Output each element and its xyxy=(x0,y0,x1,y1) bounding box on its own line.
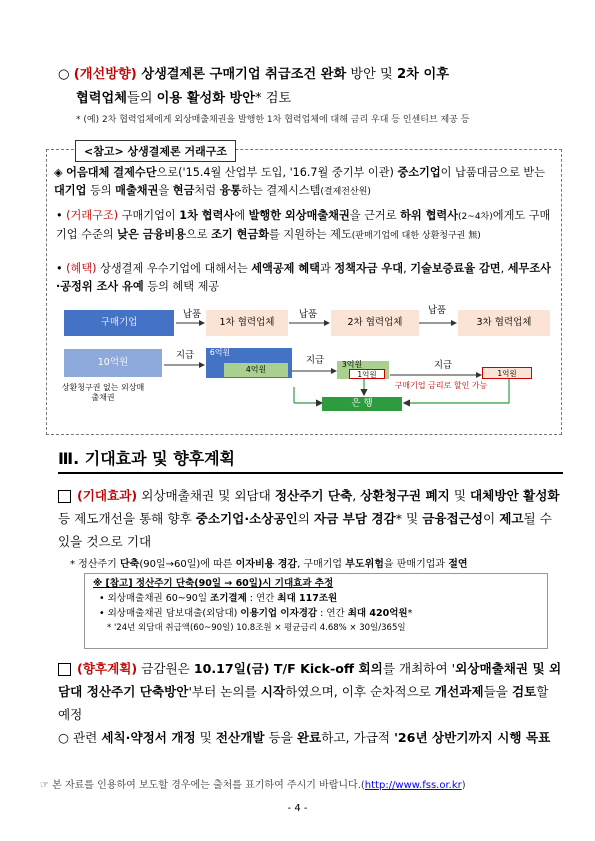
future-plan-paragraph: (향후계획) 금감원은 10.17일(금) T/F Kick-off 회의를 개최하여 '외상매출채권 및 외담대 정산주기 단축방안'부터 논의를 시작하였으며, 이후 순차적으로 개선과제들을 검토할 예정 xyxy=(58,661,562,722)
pay-label-1: 지급 xyxy=(175,350,195,361)
tier1-box: 1차 협력업체 xyxy=(206,310,288,336)
amount-3-label: 3억원 xyxy=(341,360,363,369)
bank-box: 은 행 xyxy=(322,397,402,411)
ref-item-benefits: • (혜택) 상생결제 우수기업에 대해서는 세액공제 혜택과 정책자금 우대, 기술보증료율 감면, 세무조사·공정위 조사 유예 등의 혜택 제공 xyxy=(56,262,551,293)
pay-label-2: 지급 xyxy=(305,355,325,366)
estimate-title: ※ [참고] 정산주기 단축(90일 → 60일)시 기대효과 추정 xyxy=(93,578,334,589)
amount-1-box-a: 1억원 xyxy=(349,369,385,379)
transaction-diagram xyxy=(61,305,554,425)
diamond-icon: ◈ xyxy=(54,166,63,179)
estimate-formula: * '24년 외담대 취급액(60~90일) 10.8조원 × 평균금리 4.68% × 30일/365일 xyxy=(107,623,406,633)
tier2-box: 2차 협력업체 xyxy=(331,310,419,336)
supply-label-1: 납품 xyxy=(182,309,202,320)
amount-4-box: 4억원 xyxy=(224,363,288,377)
pointing-hand-icon: ☞ xyxy=(40,780,49,791)
reference-box-title: <참고> 상생결제론 거래구조 xyxy=(75,140,236,162)
bullet-circle: ○ xyxy=(58,730,69,745)
footnote-example: * (예) 2차 협력업체에게 외상매출채권을 발행한 1차 협력업체에 대해 금리 우대 등 인센티브 제공 등 xyxy=(76,115,470,125)
expected-effect-paragraph: (기대효과) 외상매출채권 및 외담대 정산주기 단축, 상환청구권 폐지 및 대체방안 활성화 등 제도개선을 통해 향후 중소기업·소상공인의 자금 부담 경감* 및 금융접근성이 제고될 수 있을 것으로 기대 xyxy=(58,488,560,549)
page-number: - 4 - xyxy=(287,803,308,814)
citation-note: ☞ 본 자료를 인용하여 보도할 경우에는 출처를 표기하여 주시기 바랍니다.(http://www.fss.or.kr) xyxy=(40,780,466,791)
estimate-row-2: • 외상매출채권 담보대출(외담대) 이용기업 이자경감 : 연간 최대 420억원* xyxy=(99,608,413,619)
bullet-circle: ○ xyxy=(58,67,70,82)
estimate-box xyxy=(84,573,548,649)
implementation-paragraph: ○ 관련 세칙·약정서 개정 및 전산개발 등을 완료하고, 가급적 '26년 상반기까지 시행 목표 xyxy=(58,730,551,745)
footnote-effect: * 정산주기 단축(90일→60일)에 따른 이자비용 경감, 구매기업 부도위험을 판매기업과 절연 xyxy=(70,559,468,570)
amount-1-box-b: 1억원 xyxy=(482,367,532,379)
ref-item-definition: ◈ 어음대체 결제수단으로('15.4월 산업부 도입, '16.7월 중기부 이관) 중소기업이 납품대금으로 받는 대기업 등의 매출채권을 현금처럼 융통하는 결제시스템(결제전산원) xyxy=(54,166,546,197)
discount-label: 구매기업 금리로 할인 가능 xyxy=(394,381,488,390)
checkbox-square-icon xyxy=(58,490,71,503)
checkbox-square-icon xyxy=(58,663,71,676)
amount-10-box: 10억원 xyxy=(64,349,162,377)
fss-website-link[interactable]: http://www.fss.or.kr xyxy=(364,780,462,791)
buyer-box: 구매기업 xyxy=(64,310,174,336)
tier3-box: 3차 협력업체 xyxy=(458,310,550,336)
section-header: Ⅲ. 기대효과 및 향후계획 xyxy=(58,446,563,474)
estimate-row-1: • 외상매출채권 60~90일 조기결제 : 연간 최대 117조원 xyxy=(99,593,338,604)
ref-item-structure: • (거래구조) 구매기업이 1차 협력사에 발행한 외상매출채권을 근거로 하위 협력사(2~4차)에게도 구매기업 수준의 낮은 금융비용으로 조기 현금화를 지원하는 제도(판매기업에 대한 상환청구권 無) xyxy=(56,209,551,241)
pay-label-3: 지급 xyxy=(433,360,453,371)
improvement-direction-paragraph: ○ (개선방향) 상생결제론 구매기업 취급조건 완화 방안 및 2차 이후 협력업체들의 이용 활성화 방안* 검토 xyxy=(58,67,449,106)
supply-label-3: 납품 xyxy=(427,305,447,316)
amount-6-label: 6억원 xyxy=(209,348,231,357)
supply-label-2: 납품 xyxy=(298,309,318,320)
no-recourse-label: 상환청구권 없는 외상매출채권 xyxy=(61,383,145,402)
